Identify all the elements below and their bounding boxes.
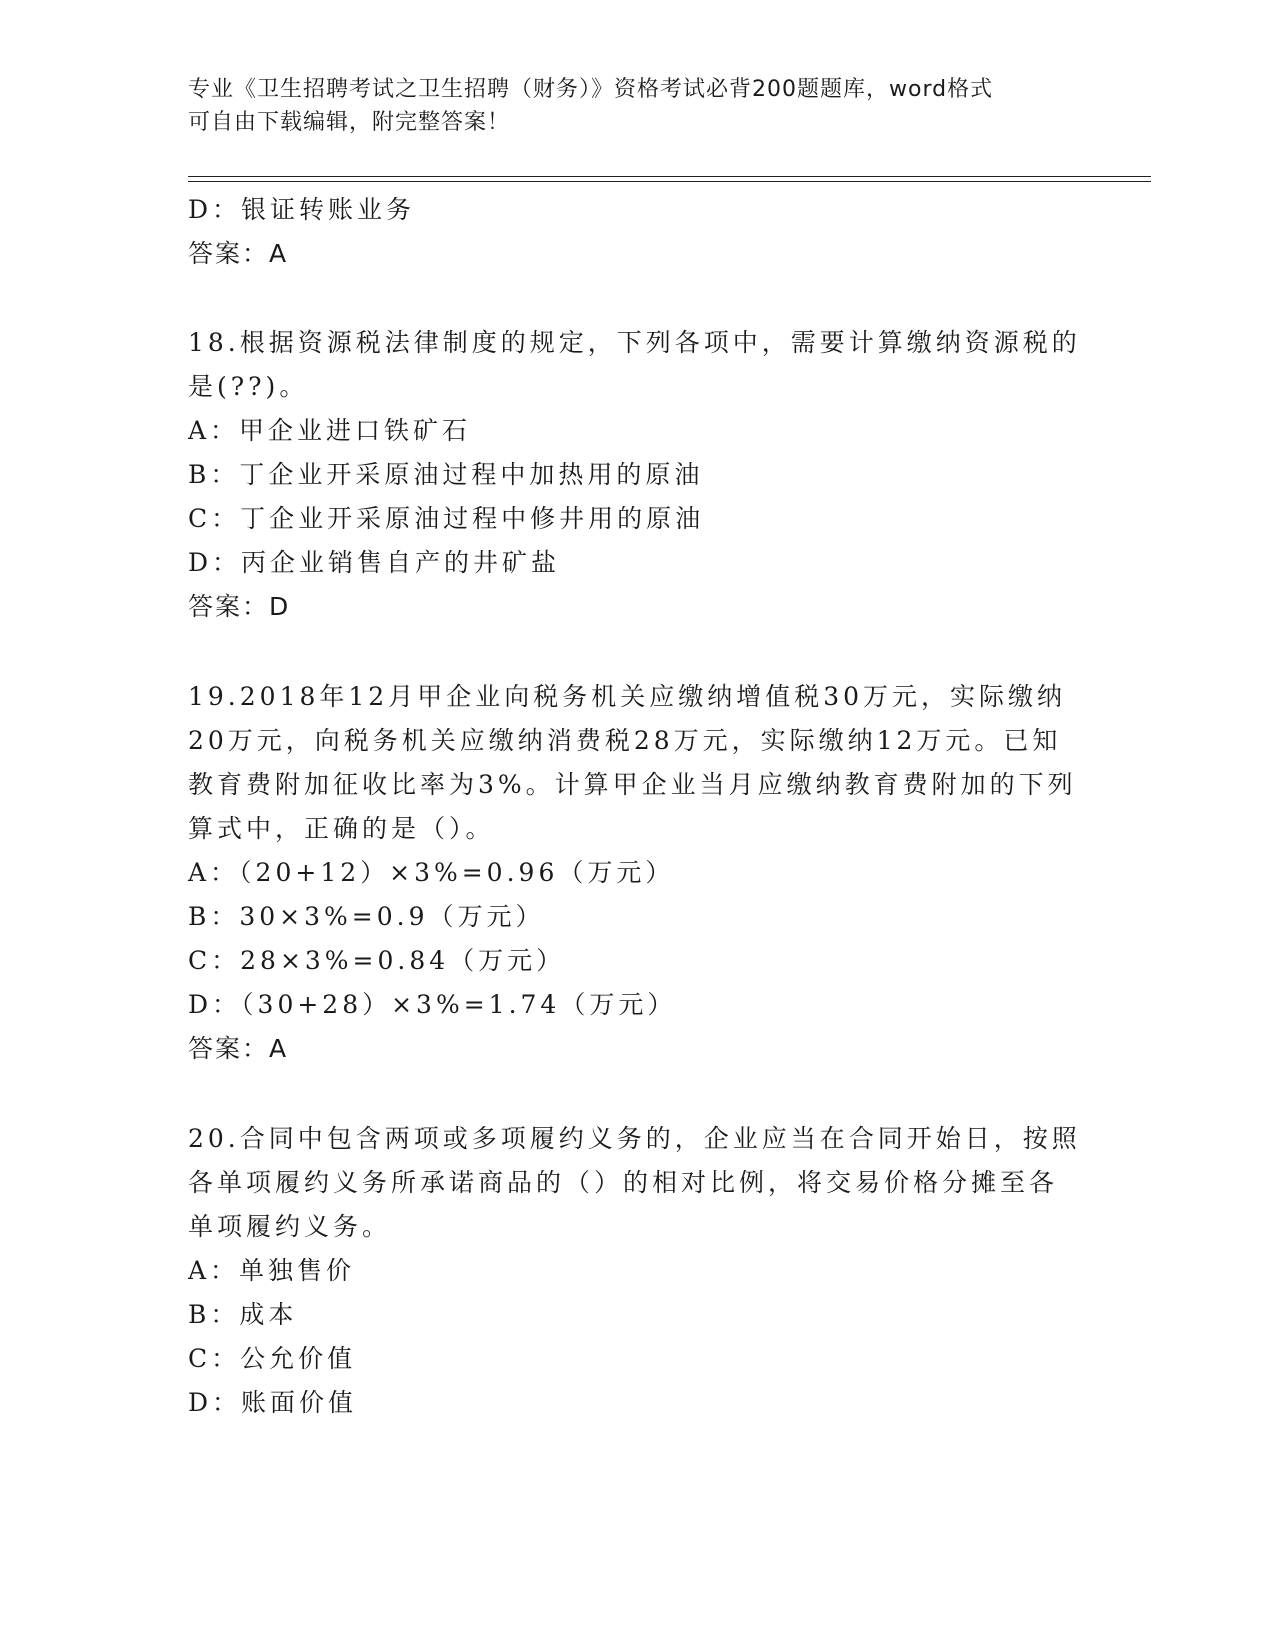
q19-option-b: B：30×3%=0.9（万元）	[188, 902, 545, 931]
q18-option-a: A：甲企业进口铁矿石	[188, 416, 472, 445]
q20-option-a: A：单独售价	[188, 1256, 356, 1285]
q20-stem-line-1: 20.合同中包含两项或多项履约义务的，企业应当在合同开始日，按照	[188, 1124, 1081, 1153]
q19-option-a: A：（20+12）×3%=0.96（万元）	[188, 858, 675, 887]
q18-option-b: B：丁企业开采原油过程中加热用的原油	[188, 460, 704, 489]
q19-option-c: C：28×3%=0.84（万元）	[188, 946, 566, 975]
q18-option-d: D：丙企业销售自产的井矿盐	[188, 548, 561, 577]
q20-option-b: B：成本	[188, 1300, 298, 1329]
q18-stem-line-2: 是(??)。	[188, 372, 309, 401]
q19-option-d: D：（30+28）×3%=1.74（万元）	[188, 990, 677, 1019]
q19-stem-line-3: 教育费附加征收比率为3%。计算甲企业当月应缴纳教育费附加的下列	[188, 770, 1077, 799]
header-divider-bottom	[188, 181, 1151, 182]
header-divider-top	[188, 176, 1151, 177]
q20-option-c: C：公允价值	[188, 1344, 357, 1373]
q19-stem-line-1: 19.2018年12月甲企业向税务机关应缴纳增值税30万元，实际缴纳	[188, 682, 1067, 711]
q19-stem-line-2: 20万元，向税务机关应缴纳消费税28万元，实际缴纳12万元。已知	[188, 726, 1062, 755]
q20-option-d: D：账面价值	[188, 1388, 358, 1417]
q20-stem-line-2: 各单项履约义务所承诺商品的（）的相对比例，将交易价格分摊至各	[188, 1168, 1059, 1197]
prev-question-option-d: D：银证转账业务	[188, 195, 416, 224]
q18-answer: 答案：D	[188, 592, 291, 621]
q19-stem-line-4: 算式中，正确的是（）。	[188, 814, 495, 843]
q19-answer: 答案：A	[188, 1034, 289, 1063]
q20-stem-line-3: 单项履约义务。	[188, 1212, 392, 1241]
q18-stem-line-1: 18.根据资源税法律制度的规定，下列各项中，需要计算缴纳资源税的	[188, 328, 1081, 357]
prev-question-answer: 答案：A	[188, 239, 289, 268]
q18-option-c: C：丁企业开采原油过程中修井用的原油	[188, 504, 705, 533]
document-header: 专业《卫生招聘考试之卫生招聘（财务）》资格考试必背200题题库，word格式 可自由下载编辑，附完整答案！	[188, 77, 994, 135]
